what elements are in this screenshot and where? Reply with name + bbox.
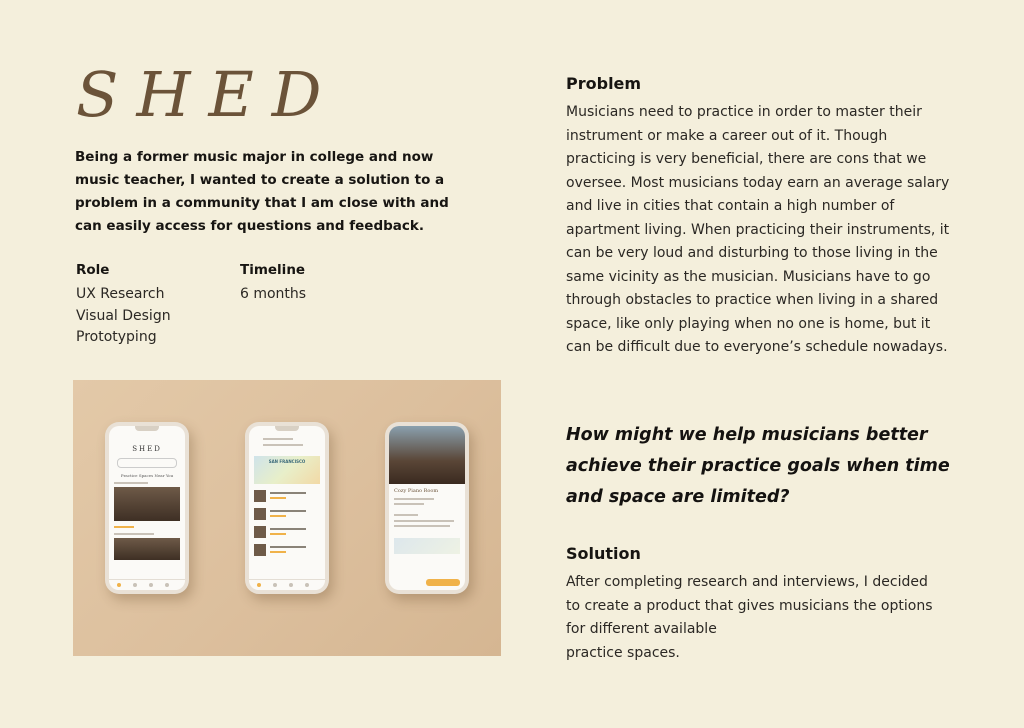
mini-map	[394, 538, 460, 554]
role-list	[76, 284, 171, 349]
room-photo	[114, 487, 180, 521]
role-title: Role	[76, 262, 110, 278]
problem-text: Musicians need to practice in order to master their instrument or make a career out of it. Though practicing is very beneficial, there are cons that we oversee. Most musicians today earn an average salary and live in cities that contain a high number of apartment living. When practicing their instruments, it can be very loud and disturbing to those living in the same vicinity as the musician. Musicians have to go through obstacles to practice when living in a shared space, like only playing when no one is home, but it can be difficult due to everyone’s schedule nowadays.	[566, 104, 950, 355]
phone-detail-screen	[385, 422, 469, 594]
phone-map-screen	[245, 422, 329, 594]
problem-title: Problem	[566, 74, 642, 93]
mini-room-title: Cozy Piano Room	[394, 488, 439, 494]
tab-bar	[249, 579, 325, 590]
solution-text	[566, 571, 946, 665]
map-city-label: SAN FRANCISCO	[268, 459, 306, 464]
phone-home-screen	[105, 422, 189, 594]
mini-logo: SHED	[132, 445, 162, 453]
shed-logo: SHED	[76, 58, 340, 131]
mini-search-bar	[117, 458, 177, 468]
how-might-we-question: How might we help musicians better achieve their practice goals when time and space are limited?	[566, 425, 950, 507]
solution-line: After completing research and interviews, I decided to create a product that gives musicians the options for different available	[566, 574, 933, 637]
tab-bar	[109, 579, 185, 590]
app-mockup-image	[73, 380, 501, 656]
intro-text: Being a former music major in college and now music teacher, I wanted to create a solution to a problem in a community that I am close with and can easily access for questions and feedback.	[75, 149, 449, 234]
timeline-value: 6 months	[240, 286, 307, 302]
mini-heading: Practice Spaces Near You	[120, 473, 174, 478]
room-hero-photo	[389, 426, 465, 484]
reserve-button	[426, 579, 460, 586]
timeline-title: Timeline	[240, 262, 306, 278]
map-preview	[254, 456, 320, 484]
solution-title: Solution	[566, 544, 641, 563]
role-item: Visual Design	[76, 307, 171, 324]
role-item: Prototyping	[76, 329, 157, 345]
role-item: UX Research	[76, 286, 165, 302]
solution-line: practice spaces.	[566, 644, 680, 661]
room-photo	[114, 538, 180, 560]
